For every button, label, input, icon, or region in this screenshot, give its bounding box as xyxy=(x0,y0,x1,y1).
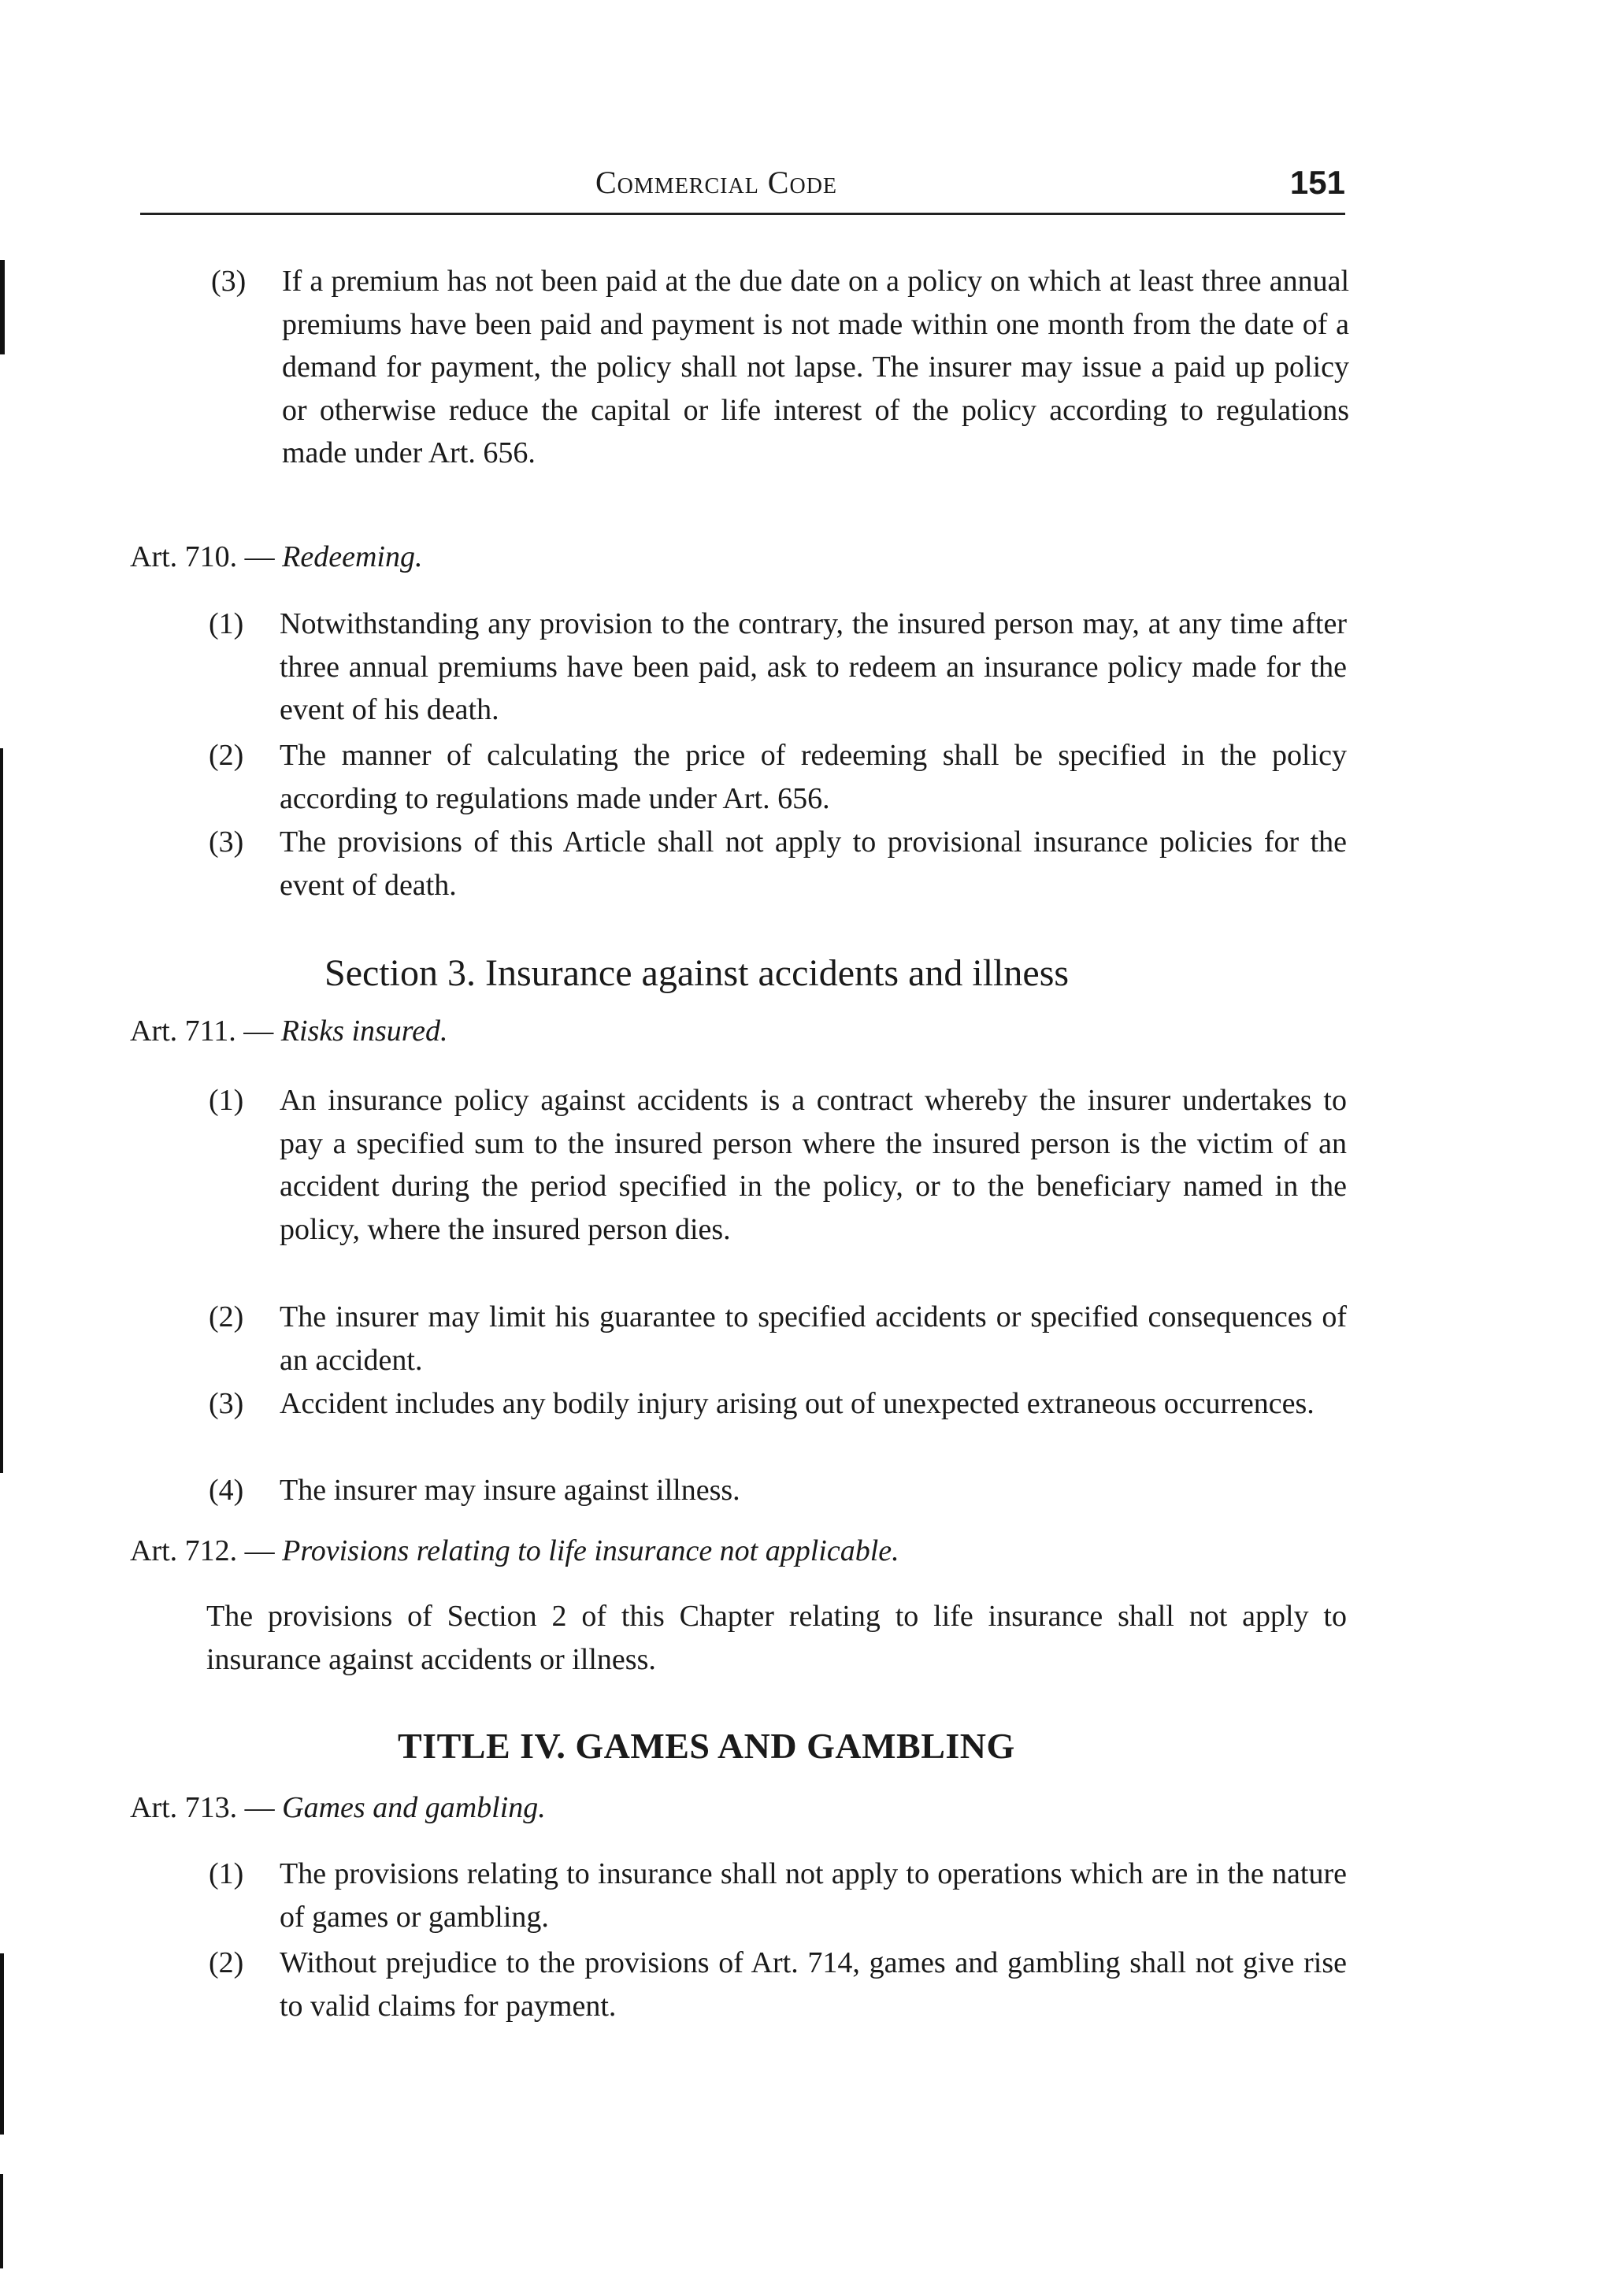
article-number: Art. 710. — xyxy=(130,540,275,573)
item-number: (2) xyxy=(209,1300,244,1333)
item-number: (4) xyxy=(209,1474,244,1507)
art709-item-3 xyxy=(211,260,1349,520)
article-title: Redeeming. xyxy=(282,540,423,573)
item-text: The manner of calculating the price of redeeming shall be specified in the policy according to regulations made under Art. 656. xyxy=(280,739,1347,815)
item-text: The provisions relating to insurance shall not apply to operations which are in the nature of games or gambling. xyxy=(280,1857,1347,1934)
article-title: Games and gambling. xyxy=(282,1791,546,1824)
article-number: Art. 713. — xyxy=(130,1791,275,1824)
running-title: Commercial Code xyxy=(595,165,838,200)
item-number: (2) xyxy=(209,1946,244,1979)
article-heading-712 xyxy=(130,1530,899,1572)
page-header xyxy=(140,164,1345,211)
item-number: (3) xyxy=(209,1387,244,1420)
article-title: Provisions relating to life insurance not applicable. xyxy=(282,1534,899,1567)
article-number: Art. 711. — xyxy=(130,1014,274,1048)
article-heading-711 xyxy=(130,1010,448,1052)
item-number: (3) xyxy=(209,825,244,859)
item-text: Without prejudice to the provisions of Art. 714, games and gambling shall not give rise to valid claims for payment. xyxy=(280,1946,1347,2023)
item-number: (3) xyxy=(211,265,247,298)
item-number: (2) xyxy=(209,739,244,772)
item-text: Accident includes any bodily injury arising out of unexpected extraneous occurrences. xyxy=(280,1387,1315,1420)
item-text: If a premium has not been paid at the due date on a policy on which at least three annual premiums have been paid and payment is not made within one month from the date of a demand for payment, the policy shall not lapse. The insurer may issue a paid up policy or otherwise reduce the capital or life interest of the policy according to regulations made under Art. 656. xyxy=(282,265,1349,469)
item-text: Notwithstanding any provision to the contrary, the insured person may, at any time after three annual premiums have been paid, ask to redeem an insurance policy made for the event of his death. xyxy=(280,607,1347,726)
section-heading: Section 3. Insurance against accidents and illness xyxy=(324,952,1070,994)
item-text: An insurance policy against accidents is a contract whereby the insurer undertakes to pay a specified sum to the insured person where the insured person is the victim of an accident during the period specified in the policy, or to the beneficiary named in the policy, where the insured person dies. xyxy=(280,1084,1347,1246)
paragraph-text: The provisions of Section 2 of this Chapter relating to life insurance shall not apply to insurance against accidents or illness. xyxy=(206,1600,1347,1676)
art712-paragraph xyxy=(206,1595,1347,1681)
item-number: (1) xyxy=(209,607,244,640)
article-title: Risks insured. xyxy=(280,1014,448,1048)
article-heading-713 xyxy=(130,1786,546,1829)
item-text: The insurer may insure against illness. xyxy=(280,1474,740,1507)
article-heading-710 xyxy=(130,536,422,578)
page-number: 151 xyxy=(1289,164,1345,201)
article-number: Art. 712. — xyxy=(130,1534,275,1567)
item-text: The provisions of this Article shall not apply to provisional insurance policies for the event of death. xyxy=(280,825,1347,902)
header-rule xyxy=(140,213,1345,215)
title-heading: TITLE IV. GAMES AND GAMBLING xyxy=(398,1726,1015,1766)
item-text: The insurer may limit his guarantee to specified accidents or specified consequences of an accident. xyxy=(280,1300,1347,1377)
item-number: (1) xyxy=(209,1857,244,1890)
item-number: (1) xyxy=(209,1084,244,1117)
